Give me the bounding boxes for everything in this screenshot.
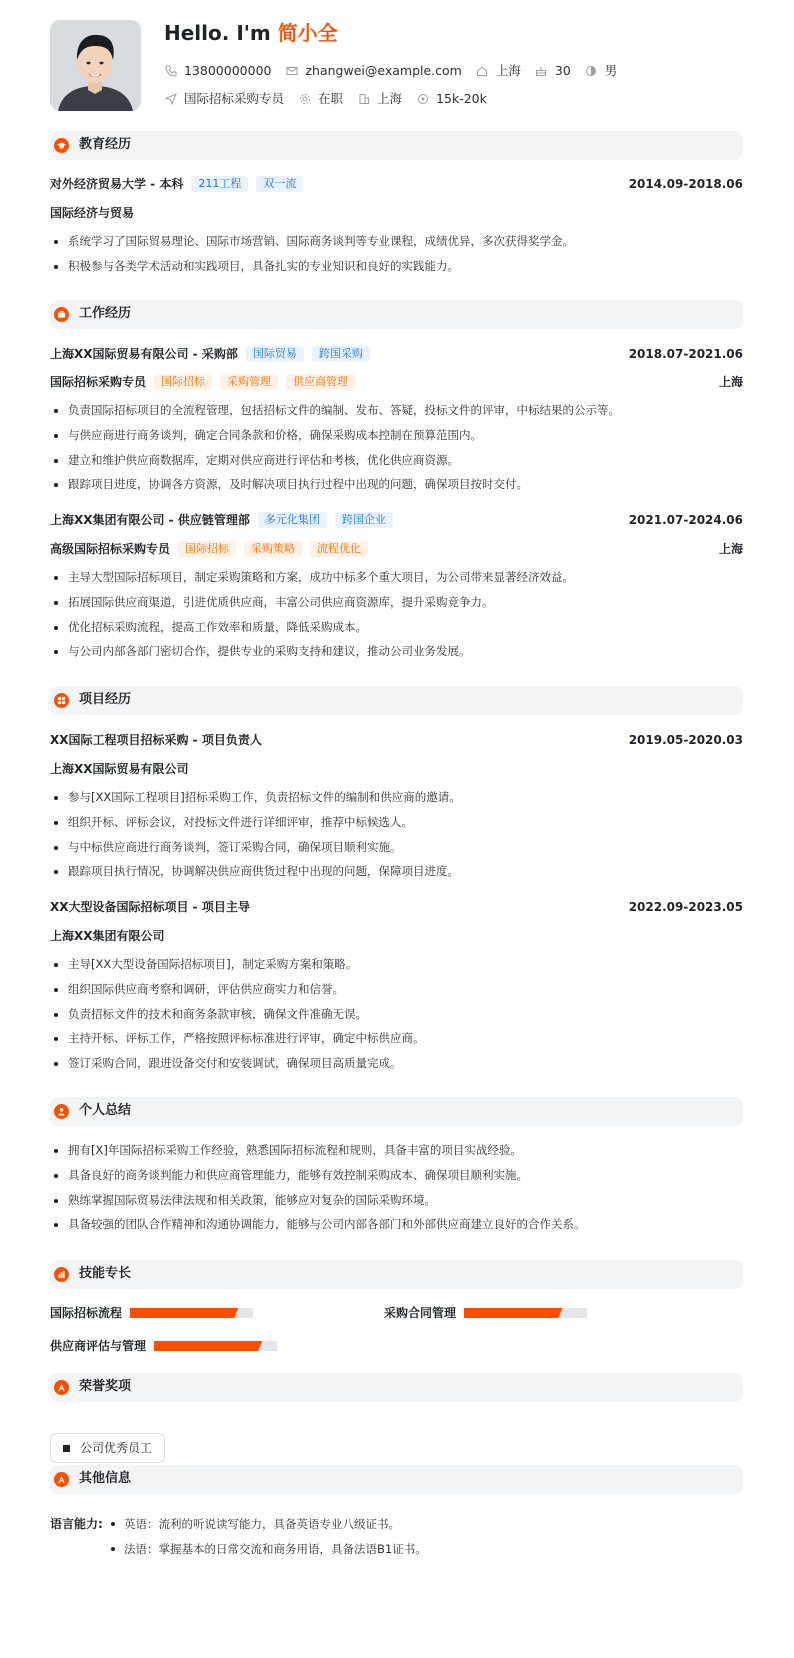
school-name: 对外经济贸易大学 - 本科 xyxy=(50,176,184,191)
salary-item xyxy=(416,90,487,108)
position-tag: 采购策略 xyxy=(244,541,302,557)
list-item: 积极参与各类学术活动和实践项目，具备扎实的专业知识和良好的实践能力。 xyxy=(50,254,743,279)
language-list xyxy=(106,1514,427,1564)
contact-row xyxy=(164,62,631,80)
school-tag: 211工程 xyxy=(191,176,248,192)
greeting-text: Hello. I'm xyxy=(164,21,278,45)
section-title: 项目经历 xyxy=(79,692,132,708)
company-tag: 国际贸易 xyxy=(246,346,304,362)
work-period: 2018.07-2021.06 xyxy=(628,346,743,361)
candidate-name: 简小全 xyxy=(277,21,338,45)
list-item: 主导大型国际招标项目，制定采购策略和方案，成功中标多个重大项目，为公司带来显著经济效益。 xyxy=(50,565,743,590)
section-title: 个人总结 xyxy=(79,1103,132,1119)
work-entry-header xyxy=(50,510,743,530)
phone-text: 13800000000 xyxy=(184,63,272,78)
status-text: 在职 xyxy=(318,91,344,106)
project-period: 2022.09-2023.05 xyxy=(628,899,743,914)
education-entry-header xyxy=(50,174,743,194)
square-bullet-icon xyxy=(63,1445,70,1452)
project-org-row xyxy=(50,759,743,779)
education-bullets xyxy=(50,229,743,279)
list-item: 跟踪项目进度，协调各方资源，及时解决项目执行过程中出现的问题，确保项目按时交付。 xyxy=(50,472,743,497)
work-bullets xyxy=(50,398,743,497)
position-tag: 流程优化 xyxy=(310,541,368,557)
position-name: 国际招标采购专员 xyxy=(50,374,147,389)
list-item: 主持开标、评标工作，严格按照评标标准进行评审，确定中标供应商。 xyxy=(50,1026,743,1051)
greeting-title xyxy=(164,20,338,46)
home-icon xyxy=(476,64,489,77)
building-icon xyxy=(357,92,370,105)
coin-icon xyxy=(416,92,429,105)
list-item: 与公司内部各部门密切合作，提供专业的采购支持和建议，推动公司业务发展。 xyxy=(50,639,743,664)
award-icon xyxy=(54,1472,69,1487)
city-item xyxy=(476,62,521,80)
position-tag: 供应商管理 xyxy=(286,374,355,390)
company-name: 上海XX国际贸易有限公司 - 采购部 xyxy=(50,346,238,361)
skill-name: 供应商评估与管理 xyxy=(50,1338,147,1353)
cake-icon xyxy=(535,64,548,77)
list-item: 负责招标文件的技术和商务条款审核，确保文件准确无误。 xyxy=(50,1002,743,1027)
project-org: 上海XX集团有限公司 xyxy=(50,928,165,943)
gender-text: 男 xyxy=(604,63,618,78)
section-summary xyxy=(50,1097,743,1126)
major-name: 国际经济与贸易 xyxy=(50,205,135,220)
briefcase-icon xyxy=(54,307,69,322)
work-position-row xyxy=(50,539,743,559)
section-title: 工作经历 xyxy=(79,306,132,322)
gear-icon xyxy=(298,92,311,105)
section-education xyxy=(50,131,743,160)
profile-header xyxy=(50,20,750,112)
list-item: 系统学习了国际贸易理论、国际市场营销、国际商务谈判等专业课程，成绩优异，多次获得奖学金。 xyxy=(50,229,743,254)
city-text: 上海 xyxy=(495,63,521,78)
project-title: XX国际工程项目招标采购 - 项目负责人 xyxy=(50,732,262,747)
age-text: 30 xyxy=(554,63,571,78)
project-bullets xyxy=(50,952,743,1076)
list-item: 拥有[X]年国际招标采购工作经验，熟悉国际招标流程和规则，具备丰富的项目实战经验。 xyxy=(50,1138,743,1163)
skill-bar-track xyxy=(130,1308,253,1318)
work-period: 2021.07-2024.06 xyxy=(628,512,743,527)
list-item: 参与[XX国际工程项目]招标采购工作，负责招标文件的编制和供应商的邀请。 xyxy=(50,785,743,810)
list-item: 具备良好的商务谈判能力和供应商管理能力，能够有效控制采购成本、确保项目顺利实施。 xyxy=(50,1163,743,1188)
project-bullets xyxy=(50,785,743,884)
section-title: 技能专长 xyxy=(79,1266,132,1282)
job-target-text: 国际招标采购专员 xyxy=(184,91,285,106)
project-org-row xyxy=(50,926,743,946)
send-icon xyxy=(164,92,177,105)
position-name: 高级国际招标采购专员 xyxy=(50,541,171,556)
list-item: 组织开标、评标会议，对投标文件进行详细评审，推荐中标候选人。 xyxy=(50,810,743,835)
gender-item xyxy=(585,62,618,80)
email-item xyxy=(285,62,461,80)
list-item: 组织国际供应商考察和调研，评估供应商实力和信誉。 xyxy=(50,977,743,1002)
list-item: 跟踪项目执行情况，协调解决供应商供货过程中出现的问题，保障项目进度。 xyxy=(50,859,743,884)
mail-icon xyxy=(285,64,298,77)
avatar-portrait xyxy=(50,20,141,111)
avatar xyxy=(50,20,141,111)
section-work xyxy=(50,300,743,329)
age-item xyxy=(535,62,571,80)
skill-bar-fill xyxy=(154,1341,262,1351)
skill-name: 国际招标流程 xyxy=(50,1305,123,1320)
person-icon xyxy=(54,1104,69,1119)
skill-bar-fill xyxy=(464,1308,562,1318)
project-period: 2019.05-2020.03 xyxy=(628,732,743,747)
project-org: 上海XX国际贸易有限公司 xyxy=(50,761,189,776)
position-tag: 采购管理 xyxy=(220,374,278,390)
section-projects xyxy=(50,686,743,715)
award-title: 公司优秀员工 xyxy=(80,1440,153,1455)
skill-name: 采购合同管理 xyxy=(384,1305,457,1320)
list-item: 英语：流利的听说读写能力，具备英语专业八级证书。 xyxy=(106,1514,427,1539)
work-location: 上海 xyxy=(718,374,743,389)
award-icon xyxy=(54,1380,69,1395)
phone-item xyxy=(164,62,271,80)
skill-item xyxy=(50,1338,277,1354)
work-entry-header xyxy=(50,344,743,364)
list-item: 熟练掌握国际贸易法律法规和相关政策，能够应对复杂的国际采购环境。 xyxy=(50,1188,743,1213)
job-intent-row xyxy=(164,90,501,108)
work-position-row xyxy=(50,372,743,392)
list-item: 负责国际招标项目的全流程管理，包括招标文件的编制、发布、答疑，投标文件的评审，中标结果的公示等。 xyxy=(50,398,743,423)
position-tag: 国际招标 xyxy=(154,374,212,390)
work-location: 上海 xyxy=(718,541,743,556)
company-tag: 跨国采购 xyxy=(312,346,370,362)
company-tag: 多元化集团 xyxy=(258,512,327,528)
work-bullets xyxy=(50,565,743,664)
gender-icon xyxy=(585,64,598,77)
target-city-text: 上海 xyxy=(377,91,403,106)
skill-bar-fill xyxy=(130,1308,238,1318)
project-entry-header xyxy=(50,897,743,917)
project-entry-header xyxy=(50,730,743,750)
list-item: 签订采购合同，跟进设备交付和安装调试，确保项目高质量完成。 xyxy=(50,1051,743,1076)
list-item: 主导[XX大型设备国际招标项目]，制定采购方案和策略。 xyxy=(50,952,743,977)
salary-text: 15k-20k xyxy=(436,91,487,106)
list-item: 与中标供应商进行商务谈判，签订采购合同，确保项目顺利实施。 xyxy=(50,835,743,860)
education-period: 2014.09-2018.06 xyxy=(628,176,743,191)
list-item: 法语：掌握基本的日常交流和商务用语，具备法语B1证书。 xyxy=(106,1539,427,1564)
list-item: 与供应商进行商务谈判，确定合同条款和价格，确保采购成本控制在预算范围内。 xyxy=(50,423,743,448)
list-item: 具备较强的团队合作精神和沟通协调能力，能够与公司内部各部门和外部供应商建立良好的合作关系。 xyxy=(50,1212,743,1237)
grid-icon xyxy=(54,693,69,708)
section-title: 荣誉奖项 xyxy=(79,1379,132,1395)
skill-item xyxy=(50,1305,253,1321)
school-tag: 双一流 xyxy=(256,176,303,192)
section-other xyxy=(50,1465,743,1494)
list-item: 拓展国际供应商渠道，引进优质供应商，丰富公司供应商资源库，提升采购竞争力。 xyxy=(50,590,743,615)
target-city-item xyxy=(357,90,402,108)
award-badge xyxy=(50,1433,165,1463)
graduation-cap-icon xyxy=(54,138,69,153)
job-target-item xyxy=(164,90,284,108)
skill-item xyxy=(384,1305,587,1321)
email-text: zhangwei@example.com xyxy=(305,63,462,78)
section-honors xyxy=(50,1373,743,1402)
list-item: 优化招标采购流程，提高工作效率和质量，降低采购成本。 xyxy=(50,615,743,640)
summary-bullets xyxy=(50,1138,743,1237)
section-title: 教育经历 xyxy=(79,137,132,153)
section-skills xyxy=(50,1260,743,1289)
language-label: 语言能力: xyxy=(50,1517,103,1531)
section-title: 其他信息 xyxy=(79,1471,132,1487)
phone-icon xyxy=(164,64,177,77)
project-title: XX大型设备国际招标项目 - 项目主导 xyxy=(50,899,250,914)
company-name: 上海XX集团有限公司 - 供应链管理部 xyxy=(50,512,250,527)
list-item: 建立和维护供应商数据库，定期对供应商进行评估和考核，优化供应商资源。 xyxy=(50,448,743,473)
bar-chart-icon xyxy=(54,1267,69,1282)
education-major-row xyxy=(50,203,743,223)
company-tag: 跨国企业 xyxy=(335,512,393,528)
status-item xyxy=(298,90,343,108)
skill-bar-track xyxy=(464,1308,587,1318)
skill-bar-track xyxy=(154,1341,277,1351)
position-tag: 国际招标 xyxy=(178,541,236,557)
